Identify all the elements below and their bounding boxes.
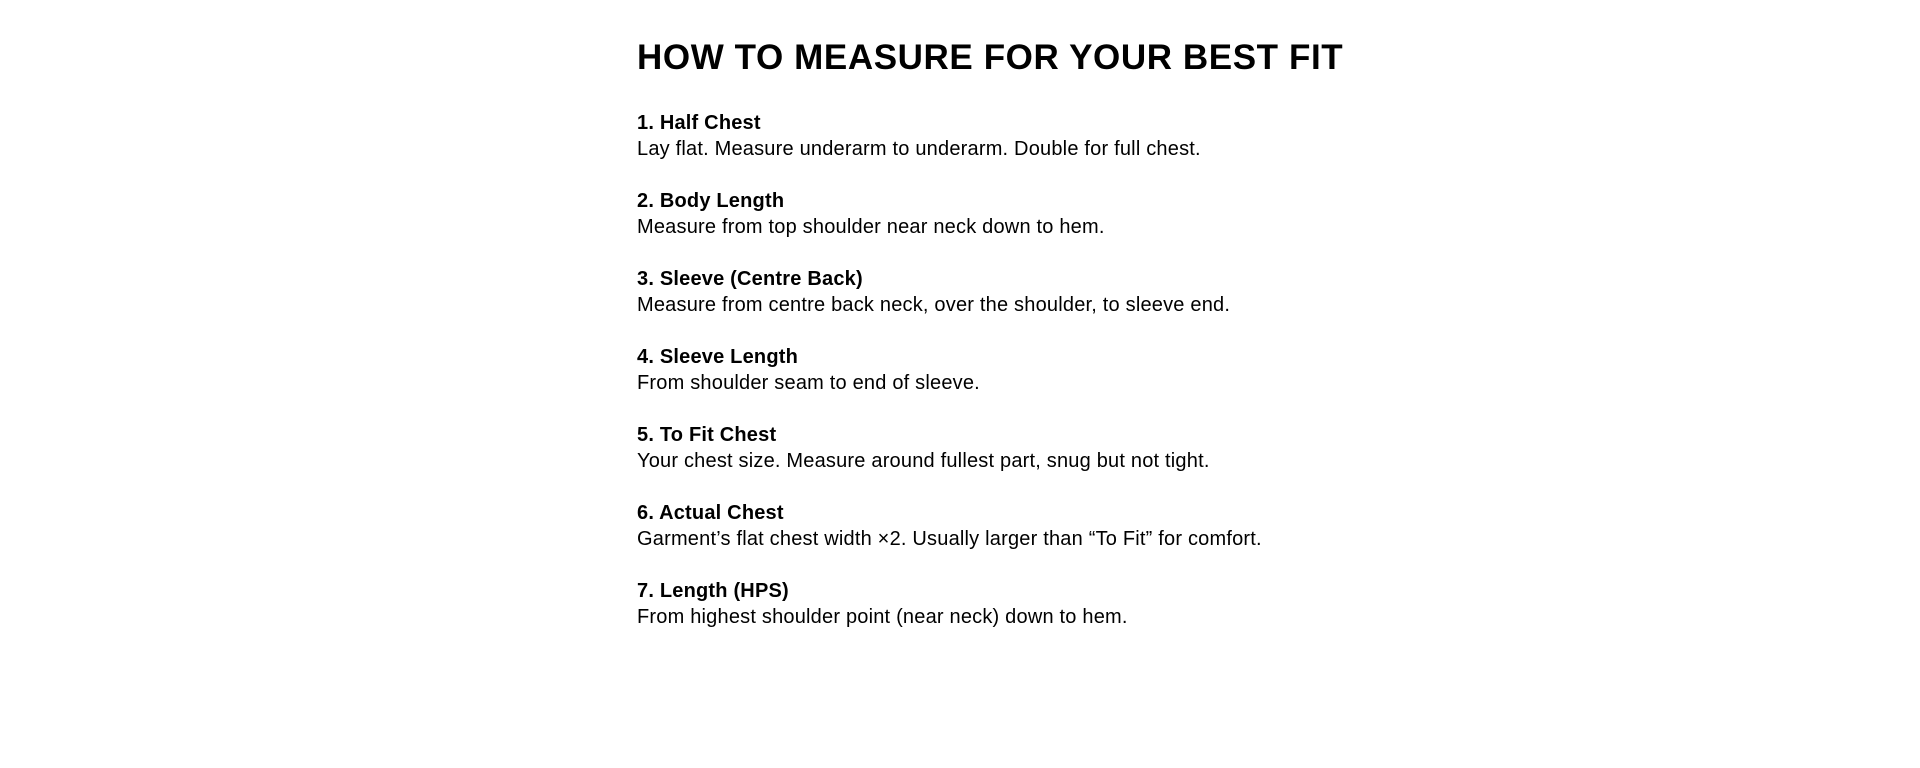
step-sleeve-length — [637, 344, 1397, 422]
step-to-fit-chest — [637, 422, 1397, 500]
step-heading: 2. Body Length — [637, 190, 785, 212]
step-heading: 4. Sleeve Length — [637, 346, 799, 368]
step-description: Lay flat. Measure underarm to underarm. Double for full chest. — [637, 138, 1201, 160]
measurement-steps-list — [637, 110, 1397, 656]
step-heading: 3. Sleeve (Centre Back) — [637, 268, 863, 290]
step-description: Garment’s flat chest width ×2. Usually larger than “To Fit” for comfort. — [637, 528, 1262, 550]
step-heading: 5. To Fit Chest — [637, 424, 777, 446]
step-length-hps — [637, 578, 1397, 656]
step-description: From highest shoulder point (near neck) down to hem. — [637, 606, 1128, 628]
step-body-length — [637, 188, 1397, 266]
step-half-chest — [637, 110, 1397, 188]
measure-guide — [637, 34, 1397, 656]
step-sleeve-centre-back — [637, 266, 1397, 344]
page-title: HOW TO MEASURE FOR YOUR BEST FIT — [637, 38, 1344, 77]
step-actual-chest — [637, 500, 1397, 578]
step-description: From shoulder seam to end of sleeve. — [637, 372, 980, 394]
step-description: Measure from top shoulder near neck down to hem. — [637, 216, 1105, 238]
step-heading: 6. Actual Chest — [637, 502, 784, 524]
step-description: Measure from centre back neck, over the shoulder, to sleeve end. — [637, 294, 1231, 316]
step-heading: 1. Half Chest — [637, 112, 761, 134]
step-heading: 7. Length (HPS) — [637, 580, 789, 602]
step-description: Your chest size. Measure around fullest part, snug but not tight. — [637, 450, 1210, 472]
